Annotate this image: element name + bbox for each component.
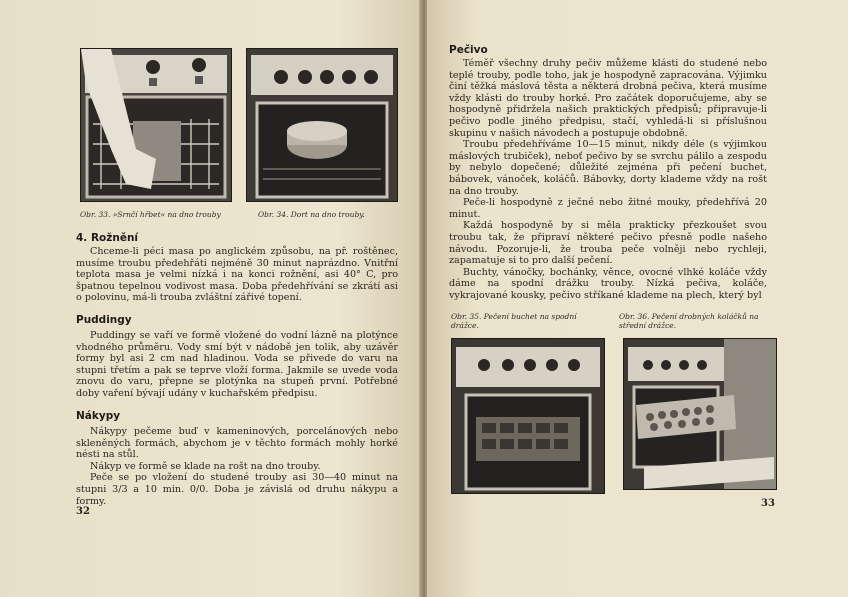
paragraph: Troubu předehříváme 10—15 minut, nikdy déle (s výjimkou máslových trubiček), neboť pečivo by se svrchu pálilo a zespodu by nebylo dopečené; důležité zejména při pečení buchet, bábovek, vánoček, koláčů. Bábovky, dorty klademe vždy na rošt na dno trouby.: [449, 139, 767, 197]
paragraph: Buchty, vánočky, bochánky, věnce, ovocné vlhké koláče vždy dáme na spodní drážku trouby. Nízká pečiva, koláče, vykrajované kousky, pečivo stříkané klademe na plech, který byl: [449, 266, 767, 301]
paragraph: Každá hospodyně by si měla prakticky přezkoušet svou troubu tak, že připraví některé pečivo přesně podle našeho návodu. Pozoruje-li, že trouba peče volněji nebo rychleji, zapamatuje si to pro další pečení.: [449, 220, 767, 267]
section-body-pecivo: [449, 58, 767, 301]
oven-photo-fig35: [451, 338, 605, 494]
section-body-puddingy: [76, 330, 398, 400]
section-heading-puddingy: Puddingy: [76, 314, 132, 326]
oven-photo-fig33: [80, 48, 232, 202]
caption-fig35: Obr. 35. Pečení buchet na spodní drážce.: [451, 312, 577, 330]
paragraph: Nákypy pečeme buď v kameninových, porcelánových nebo skleněných formách, abychom je v těchto formách mohly horké nésti na stůl.: [76, 426, 398, 461]
caption-fig33: Obr. 33. »Srnčí hřbet« na dno trouby: [80, 210, 221, 219]
right-page: [427, 0, 848, 597]
oven-photo-fig34: [246, 48, 398, 202]
oven-photo-fig36: [623, 338, 777, 490]
paragraph: Puddingy se vaří ve formě vložené do vodní lázně na plotýnce vhodného průměru. Vody smí být v nádobě jen tolik, aby uzávěr formy byl asi 2 cm nad hladinou. Voda se přivede do varu na stupni třetím a pak se teprve vloží forma. Jakmile se uvede voda znovu do varu, přepne se plotýnka na stupeň první. Potřebné doby vaření bývají udány v kuchařském předpisu.: [76, 330, 398, 399]
section-body-rozneni: [76, 246, 398, 304]
section-heading-nakypy: Nákypy: [76, 410, 121, 422]
section-body-nakypy: [76, 426, 398, 507]
left-page: [0, 0, 421, 597]
caption-fig36: Obr. 36. Pečení drobných koláčků na střední drážce.: [619, 312, 759, 330]
page-number-left: 32: [76, 506, 90, 517]
paragraph: Peče-li hospodyně z ječné nebo žitné mouky, předehřívá 20 minut.: [449, 197, 767, 220]
section-heading-rozneni: 4. Rožnění: [76, 232, 139, 244]
caption-fig34: Obr. 34. Dort na dno trouby.: [258, 210, 365, 219]
paragraph: Chceme-li péci masa po anglickém způsobu, na př. roštěnec, musíme troubu předehřáti nejméně 30 minut naprázdno. Vnitřní teplota masa je velmi nízká i na konci rožnění, asi 40° C, pro špatnou tepelnou vodivost masa. Doba předehřívání se zkrátí asi o polovinu, má-li trouba zvláštní zářivé topení.: [76, 246, 398, 304]
page-number-right: 33: [761, 498, 775, 509]
paragraph: Nákyp ve formě se klade na rošt na dno trouby.: [90, 460, 321, 472]
paragraph: Téměř všechny druhy pečiv můžeme klásti do studené nebo teplé trouby, podle toho, jak je hospodyně zapracována. Výjimku činí těžká máslová těsta a některá drobná pečiva, která musíme vždy klásti do trouby horké. Pro začátek doporučujeme, aby se hospodyně přidržela našich praktických předpisů; připravuje-li pečivo podle jiného předpisu, stačí, vyhledá-li si příslušnou skupinu v našich návodech a postupuje obdobně.: [449, 58, 767, 139]
paragraph: Peče se po vložení do studené trouby asi 30—40 minut na stupni 3/3 a 10 min. 0/0. Doba je závislá od druhu nákypu a formy.: [76, 472, 398, 507]
section-heading-pecivo: Pečivo: [449, 44, 488, 56]
